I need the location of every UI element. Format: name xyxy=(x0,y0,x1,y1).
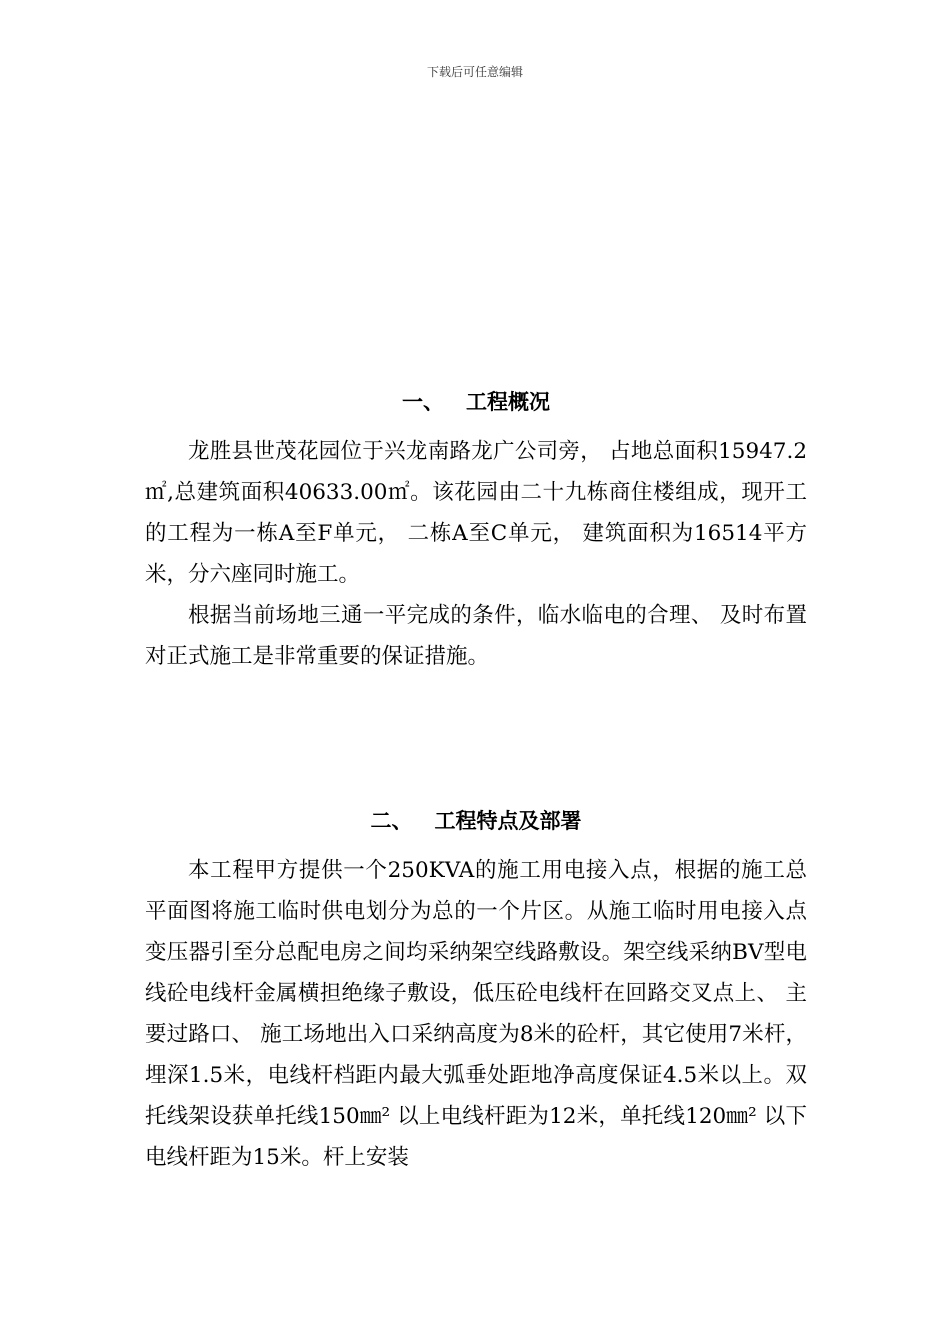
section-features xyxy=(145,806,807,1178)
paragraph: 龙胜县世茂花园位于兴龙南路龙广公司旁， 占地总面积15947.2㎡,总建筑面积40633.00㎡。该花园由二十九栋商住楼组成，现开工的工程为一栋A至F单元， 二栋A至C单元， 建筑面积为16514平方米，分六座同时施工。 xyxy=(145,439,807,587)
section-heading: 工程概况 xyxy=(466,390,550,414)
paragraph: 本工程甲方提供一个250KVA的施工用电接入点，根据的施工总平面图将施工临时供电划分为总的一个片区。从施工临时用电接入点变压器引至分总配电房之间均采纳架空线路敷设。架空线采纳BV型电线砼电线杆金属横担绝缘子敷设，低压砼电线杆在回路交叉点上、 主要过路口、 施工场地出入口采纳高度为8米的砼杆，其它使用7米杆，埋深1.5米，电线杆档距内最大弧垂处距地净高度保证4.5米以上。双托线架设获单托线150㎜² 以上电线杆距为12米，单托线120㎜² 以下电线杆距为15米。杆上安装 xyxy=(145,858,807,1170)
section-title xyxy=(145,806,807,836)
section-heading: 工程特点及部署 xyxy=(434,809,582,833)
section-number: 一、 xyxy=(402,390,444,414)
section-title xyxy=(145,387,807,417)
section-number: 二、 xyxy=(370,809,413,833)
page-header: 下载后可任意编辑 xyxy=(426,65,523,79)
section-overview xyxy=(145,387,807,677)
paragraph: 根据当前场地三通一平完成的条件，临水临电的合理、 及时布置对正式施工是非常重要的保证措施。 xyxy=(145,603,807,669)
